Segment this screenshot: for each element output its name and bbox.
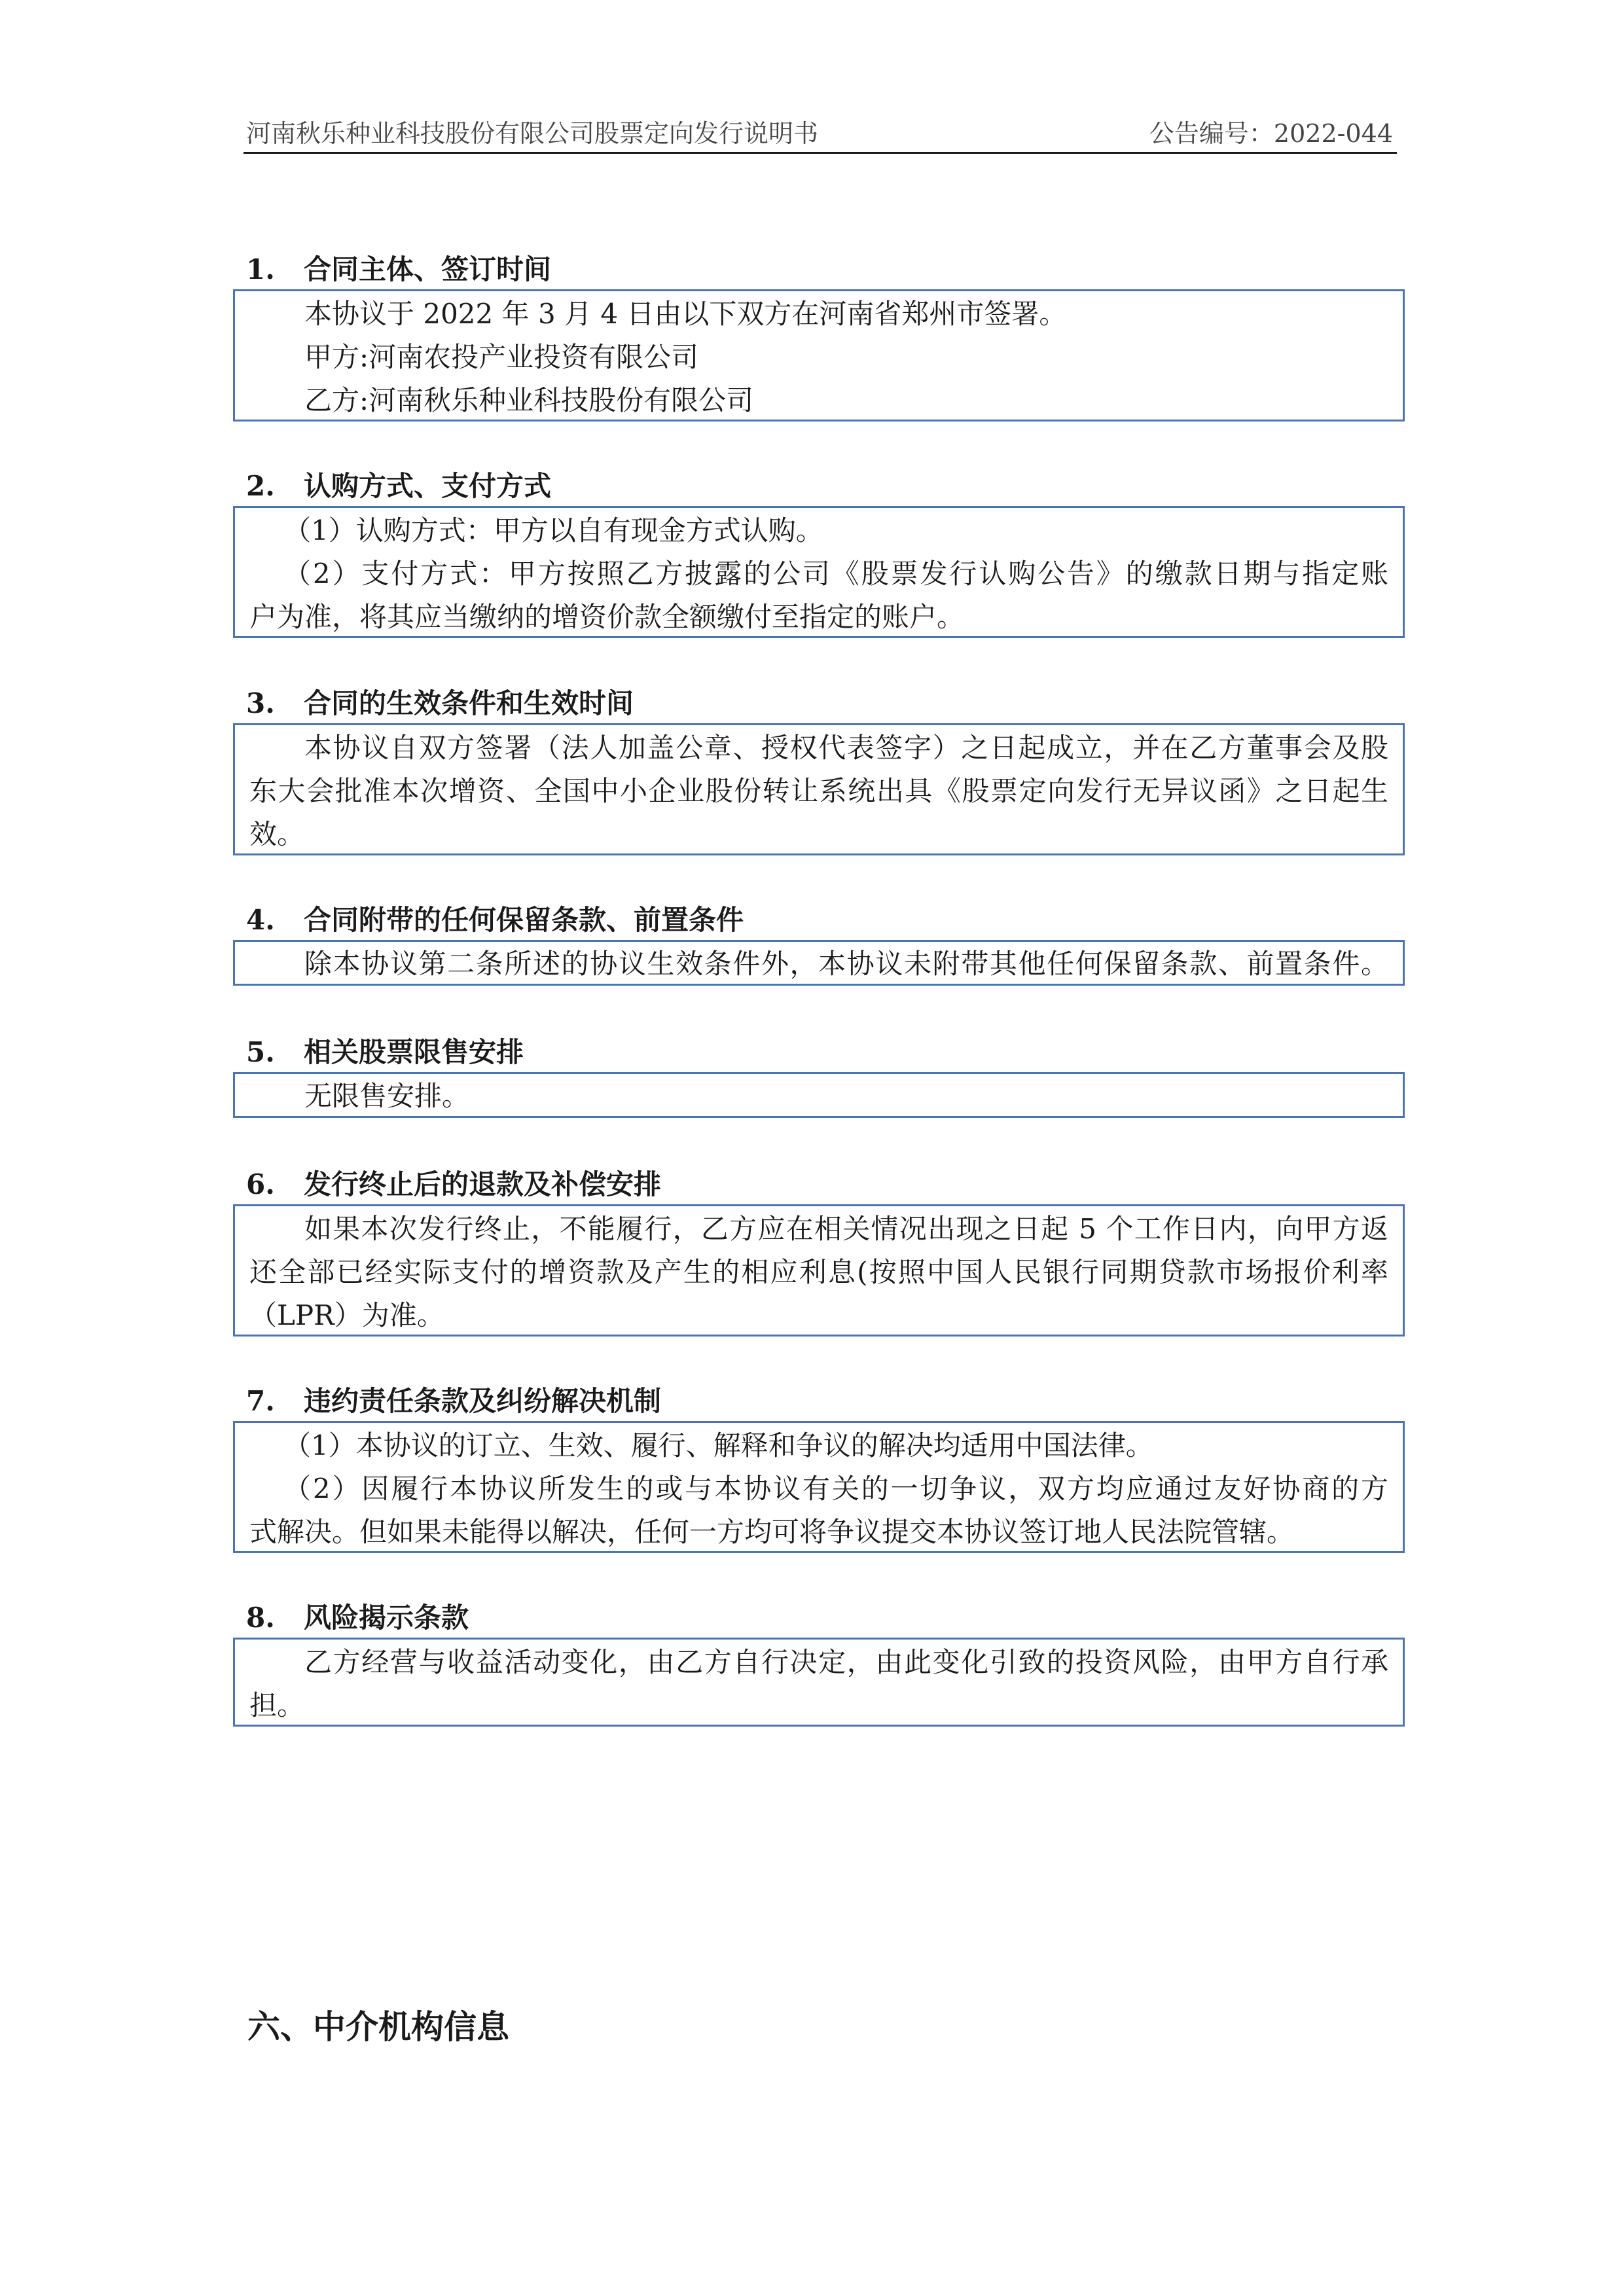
section-title-text: 违约责任条款及纠纷解决机制 [304,1385,662,1417]
section-content-box [233,723,1405,855]
section-content-box [233,289,1405,422]
paragraph-line: 如果本次发行终止，不能履行，乙方应在相关情况出现之日起 5 个工作日内，向甲方返 [304,1213,1388,1245]
section-title [246,1033,524,1072]
section-content-box [233,1421,1405,1553]
section-title-text: 合同主体、签订时间 [304,253,552,285]
paragraph-line: （1）认购方式：甲方以自有现金方式认购。 [283,514,823,547]
section-number: 2. [246,470,275,502]
section-title [246,467,551,506]
paragraph-line: 本协议于 2022 年 3 月 4 日由以下双方在河南省郑州市签署。 [304,298,1067,330]
section-content-box [233,940,1405,986]
document-title: 河南秋乐种业科技股份有限公司股票定向发行说明书 [246,119,819,148]
section-title [246,1598,469,1638]
paragraph-line: 除本协议第二条所述的协议生效条件外，本协议未附带其他任何保留条款、前置条件。 [304,948,1388,980]
section-title-text: 合同的生效条件和生效时间 [304,687,634,719]
paragraph-line: 无限售安排。 [304,1080,470,1112]
paragraph-line: 甲方:河南农投产业投资有限公司 [304,341,699,373]
paragraph-line: 本协议自双方签署（法人加盖公章、授权代表签字）之日起成立，并在乙方董事会及股 [304,732,1388,764]
page-header [244,115,1397,154]
section-content-box [233,506,1405,638]
paragraph-line: 还全部已经实际支付的增资款及产生的相应利息(按照中国人民银行同期贷款市场报价利率 [249,1256,1388,1288]
section-title [246,1382,661,1421]
paragraph-line: （1）本协议的订立、生效、履行、解释和争议的解决均适用中国法律。 [283,1429,1153,1462]
section-number: 6. [246,1168,275,1200]
paragraph-line: （LPR）为准。 [249,1299,444,1331]
section-number: 4. [246,904,275,936]
section-title-text: 发行终止后的退款及补偿安排 [304,1168,662,1200]
section-content-box [233,1204,1405,1336]
part-heading: 六、中介机构信息 [247,2007,509,2046]
paragraph-line: 乙方:河南秋乐种业科技股份有限公司 [304,384,754,416]
section-number: 8. [246,1602,275,1634]
section-title-text: 相关股票限售安排 [304,1036,524,1068]
section-number: 1. [246,253,275,285]
paragraph-line: （2）因履行本协议所发生的或与本协议有关的一切争议，双方均应通过友好协商的方 [283,1473,1388,1505]
section-title [246,1165,661,1204]
section-content-box [233,1072,1405,1118]
paragraph-line: 担。 [249,1689,305,1721]
section-number: 5. [246,1036,275,1068]
paragraph-line: （2）支付方式：甲方按照乙方披露的公司《股票发行认购公告》的缴款日期与指定账 [283,558,1388,590]
paragraph-line: 东大会批准本次增资、全国中小企业股份转让系统出具《股票定向发行无异议函》之日起生 [249,775,1388,807]
section-title-text: 合同附带的任何保留条款、前置条件 [304,904,744,936]
section-title [246,901,744,940]
paragraph-line: 效。 [249,818,305,850]
section-number: 7. [246,1385,275,1417]
paragraph-line: 乙方经营与收益活动变化，由乙方自行决定，由此变化引致的投资风险，由甲方自行承 [304,1646,1388,1678]
section-title-text: 认购方式、支付方式 [304,470,552,502]
section-number: 3. [246,687,275,719]
section-title [246,684,634,723]
section-title [246,250,551,289]
section-content-box [233,1638,1405,1727]
paragraph-line: 式解决。但如果未能得以解决，任何一方均可将争议提交本协议签订地人民法院管辖。 [249,1516,1295,1548]
paragraph-line: 户为准，将其应当缴纳的增资价款全额缴付至指定的账户。 [249,601,965,633]
section-title-text: 风险揭示条款 [304,1602,469,1634]
announcement-number: 公告编号：2022-044 [1149,119,1393,148]
